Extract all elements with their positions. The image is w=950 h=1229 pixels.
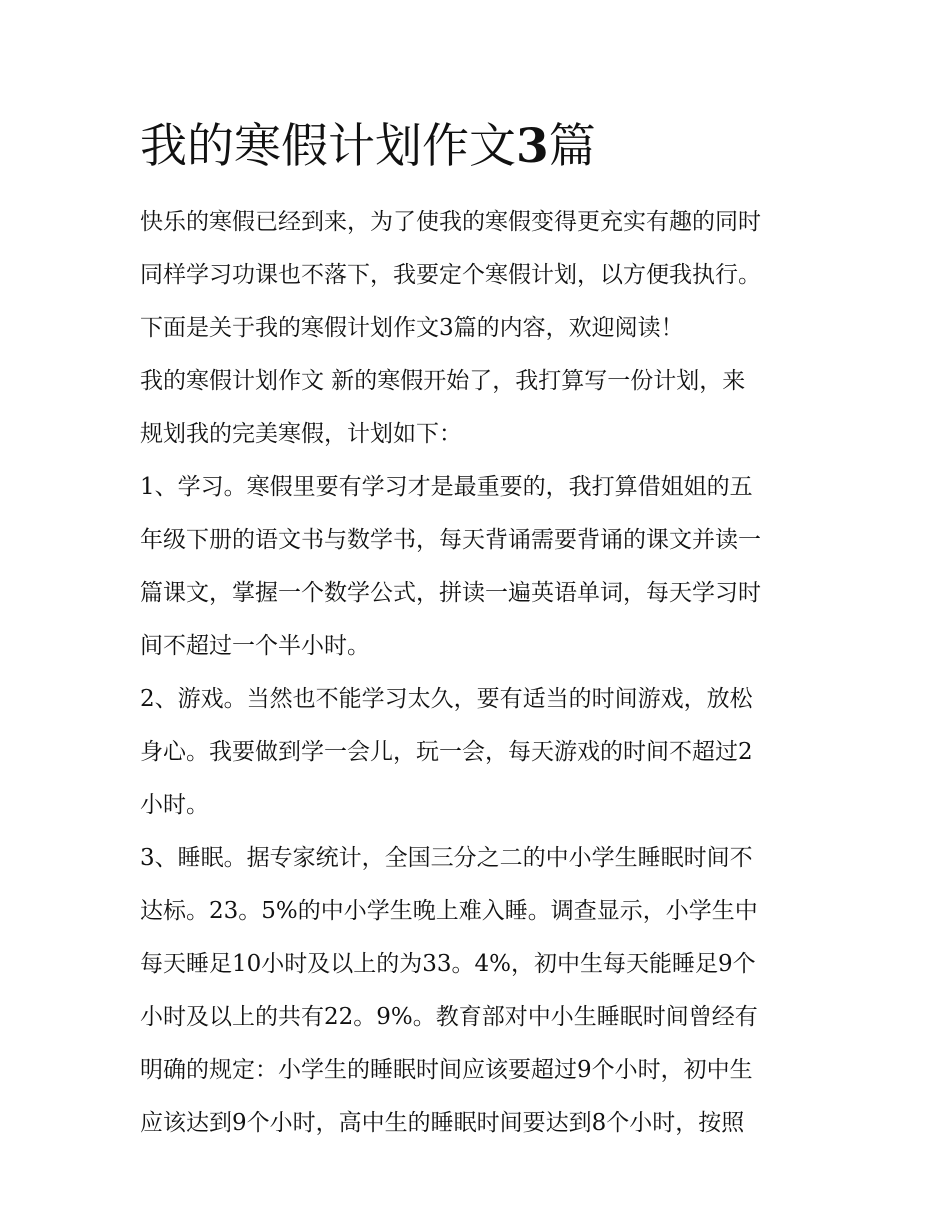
body-line: 达标。23。5%的中小学生晚上难入睡。调查显示，小学生中 [140,898,758,924]
body-line: 我的寒假计划作文 新的寒假开始了，我打算写一份计划，来 [140,368,746,394]
body-line: 每天睡足10小时及以上的为33。4%，初中生每天能睡足9个 [140,951,756,977]
document-title [140,112,596,182]
body-line: 篇课文，掌握一个数学公式，拼读一遍英语单词，每天学习时 [140,580,761,606]
body-line: 规划我的完美寒假，计划如下： [140,421,462,447]
document-body [140,196,820,1150]
body-line: 快乐的寒假已经到来，为了使我的寒假变得更充实有趣的同时 [140,209,761,235]
body-line: 应该达到9个小时，高中生的睡眠时间要达到8个小时，按照 [140,1110,745,1136]
body-line: 1、学习。寒假里要有学习才是最重要的，我打算借姐姐的五 [140,474,753,500]
body-line: 小时。 [140,792,209,818]
title-number: 3 [516,119,549,174]
body-line: 下面是关于我的寒假计划作文3篇的内容，欢迎阅读！ [140,315,684,341]
body-line: 小时及以上的共有22。9%。教育部对中小生睡眠时间曾经有 [140,1004,758,1030]
body-line: 身心。我要做到学一会儿，玩一会，每天游戏的时间不超过2 [140,739,753,765]
body-line: 3、睡眠。据专家统计，全国三分之二的中小学生睡眠时间不 [140,845,753,871]
body-line: 同样学习功课也不落下，我要定个寒假计划，以方便我执行。 [140,262,761,288]
body-line: 明确的规定：小学生的睡眠时间应该要超过9个小时，初中生 [140,1057,753,1083]
body-line: 2、游戏。当然也不能学习太久，要有适当的时间游戏，放松 [140,686,753,712]
body-line: 间不超过一个半小时。 [140,633,370,659]
body-line: 年级下册的语文书与数学书，每天背诵需要背诵的课文并读一 [140,527,761,553]
title-suffix: 篇 [548,119,596,174]
title-text: 我的寒假计划作文 [140,119,516,174]
